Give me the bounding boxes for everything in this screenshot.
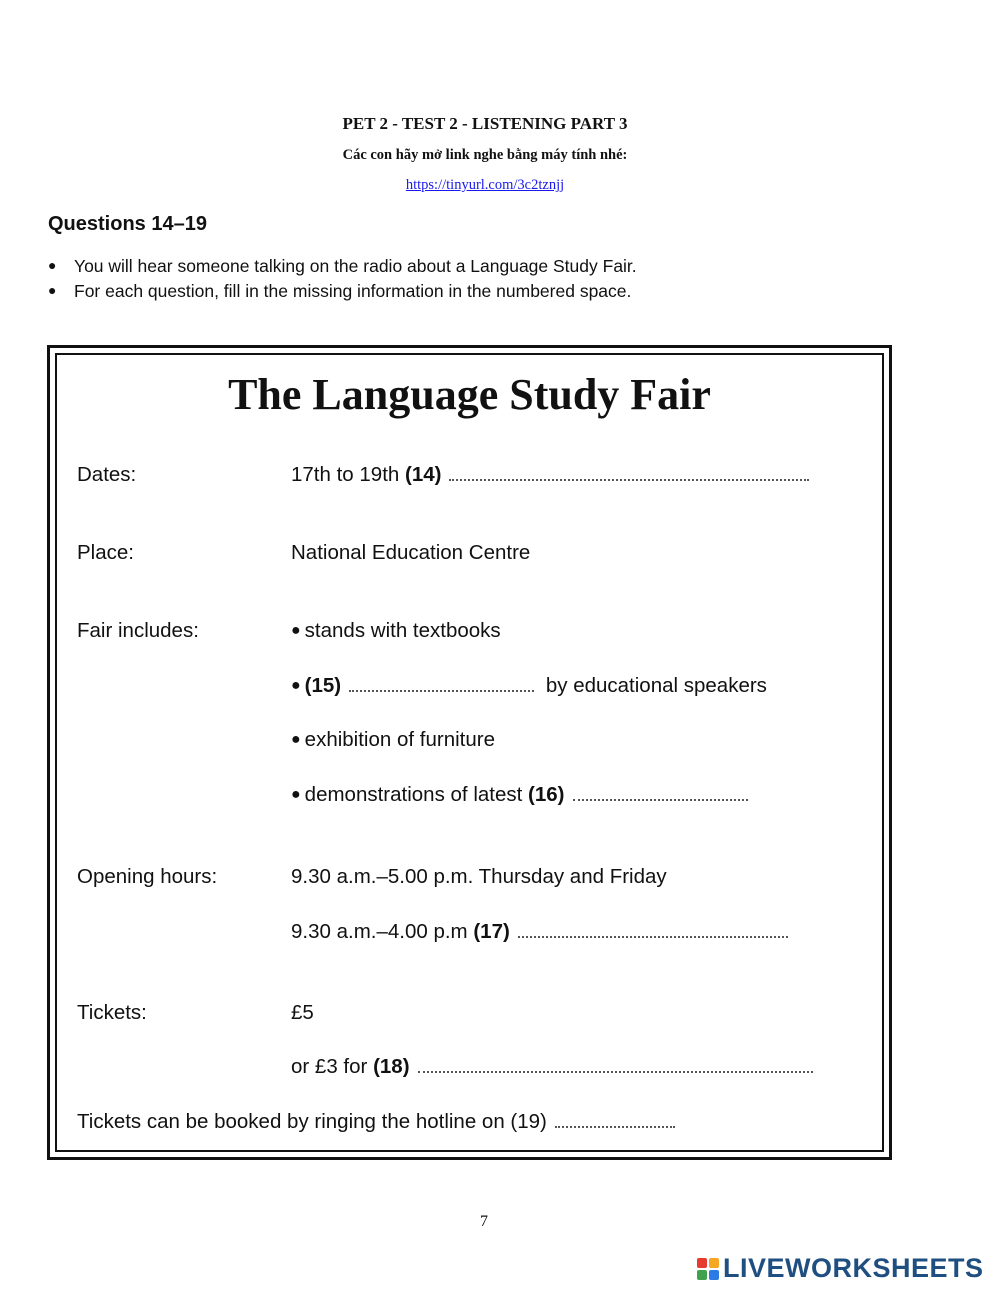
bullet-icon: ●	[291, 622, 301, 639]
include-item-1: ● stands with textbooks	[291, 619, 501, 642]
logo-square-4	[709, 1270, 719, 1280]
hotline-row: Tickets can be booked by ringing the hotline on (19)	[77, 1110, 675, 1134]
audio-link-row	[0, 177, 970, 194]
dates-label: Dates:	[77, 463, 137, 486]
bullet-icon: ●	[291, 677, 301, 694]
include-item-4: ● demonstrations of latest (16)	[291, 783, 748, 807]
fair-form-box	[47, 345, 892, 1160]
question-number-17: (17)	[473, 920, 510, 943]
question-number-14: (14)	[405, 463, 442, 486]
instruction-1: ● You will hear someone talking on the radio about a Language Study Fair.	[48, 256, 637, 276]
logo-square-3	[697, 1270, 707, 1280]
answer-blank-17[interactable]	[518, 932, 788, 938]
question-number-18: (18)	[373, 1055, 410, 1078]
fair-form-inner	[55, 353, 884, 1152]
ticket-alt-row: or £3 for (18)	[291, 1055, 813, 1079]
question-number-16: (16)	[528, 783, 565, 806]
place-label: Place:	[77, 541, 134, 564]
form-title: The Language Study Fair	[228, 370, 711, 419]
answer-blank-18[interactable]	[418, 1067, 813, 1073]
tickets-label: Tickets:	[77, 1001, 147, 1024]
instruction-2: ● For each question, fill in the missing information in the numbered space.	[48, 281, 632, 301]
logo-square-2	[709, 1258, 719, 1268]
dates-row	[291, 463, 809, 487]
hours-weekday: 9.30 a.m.–5.00 p.m. Thursday and Friday	[291, 865, 667, 888]
logo-text: LIVEWORKSHEETS	[723, 1253, 984, 1283]
ticket-price: £5	[291, 1001, 314, 1024]
bullet-icon: ●	[291, 731, 301, 748]
liveworksheets-logo	[697, 1253, 984, 1284]
answer-blank-19[interactable]	[555, 1122, 675, 1128]
page-number: 7	[480, 1213, 488, 1230]
include-item-2: ● (15) by educational speakers	[291, 674, 767, 697]
logo-icon	[697, 1258, 719, 1280]
place-value: National Education Centre	[291, 541, 531, 564]
logo-square-1	[697, 1258, 707, 1268]
bullet-icon: ●	[48, 257, 57, 273]
answer-blank-14[interactable]	[449, 475, 809, 481]
answer-blank-16[interactable]	[573, 795, 748, 801]
bullet-icon: ●	[48, 282, 57, 298]
page-title: PET 2 - TEST 2 - LISTENING PART 3	[342, 114, 628, 133]
include-item-3: ● exhibition of furniture	[291, 728, 495, 751]
audio-link[interactable]: https://tinyurl.com/3c2tznjj	[405, 177, 565, 193]
dates-value: 17th to 19th	[291, 463, 400, 486]
bullet-icon: ●	[291, 786, 301, 803]
answer-blank-15[interactable]	[349, 686, 534, 692]
hours-weekend: 9.30 a.m.–4.00 p.m (17)	[291, 920, 788, 944]
question-number-15: (15)	[304, 674, 342, 697]
includes-label: Fair includes:	[77, 619, 199, 642]
hours-label: Opening hours:	[77, 865, 218, 888]
questions-heading: Questions 14–19	[48, 213, 207, 235]
page-subtitle: Các con hãy mở link nghe bằng máy tính nhé:	[342, 147, 628, 163]
